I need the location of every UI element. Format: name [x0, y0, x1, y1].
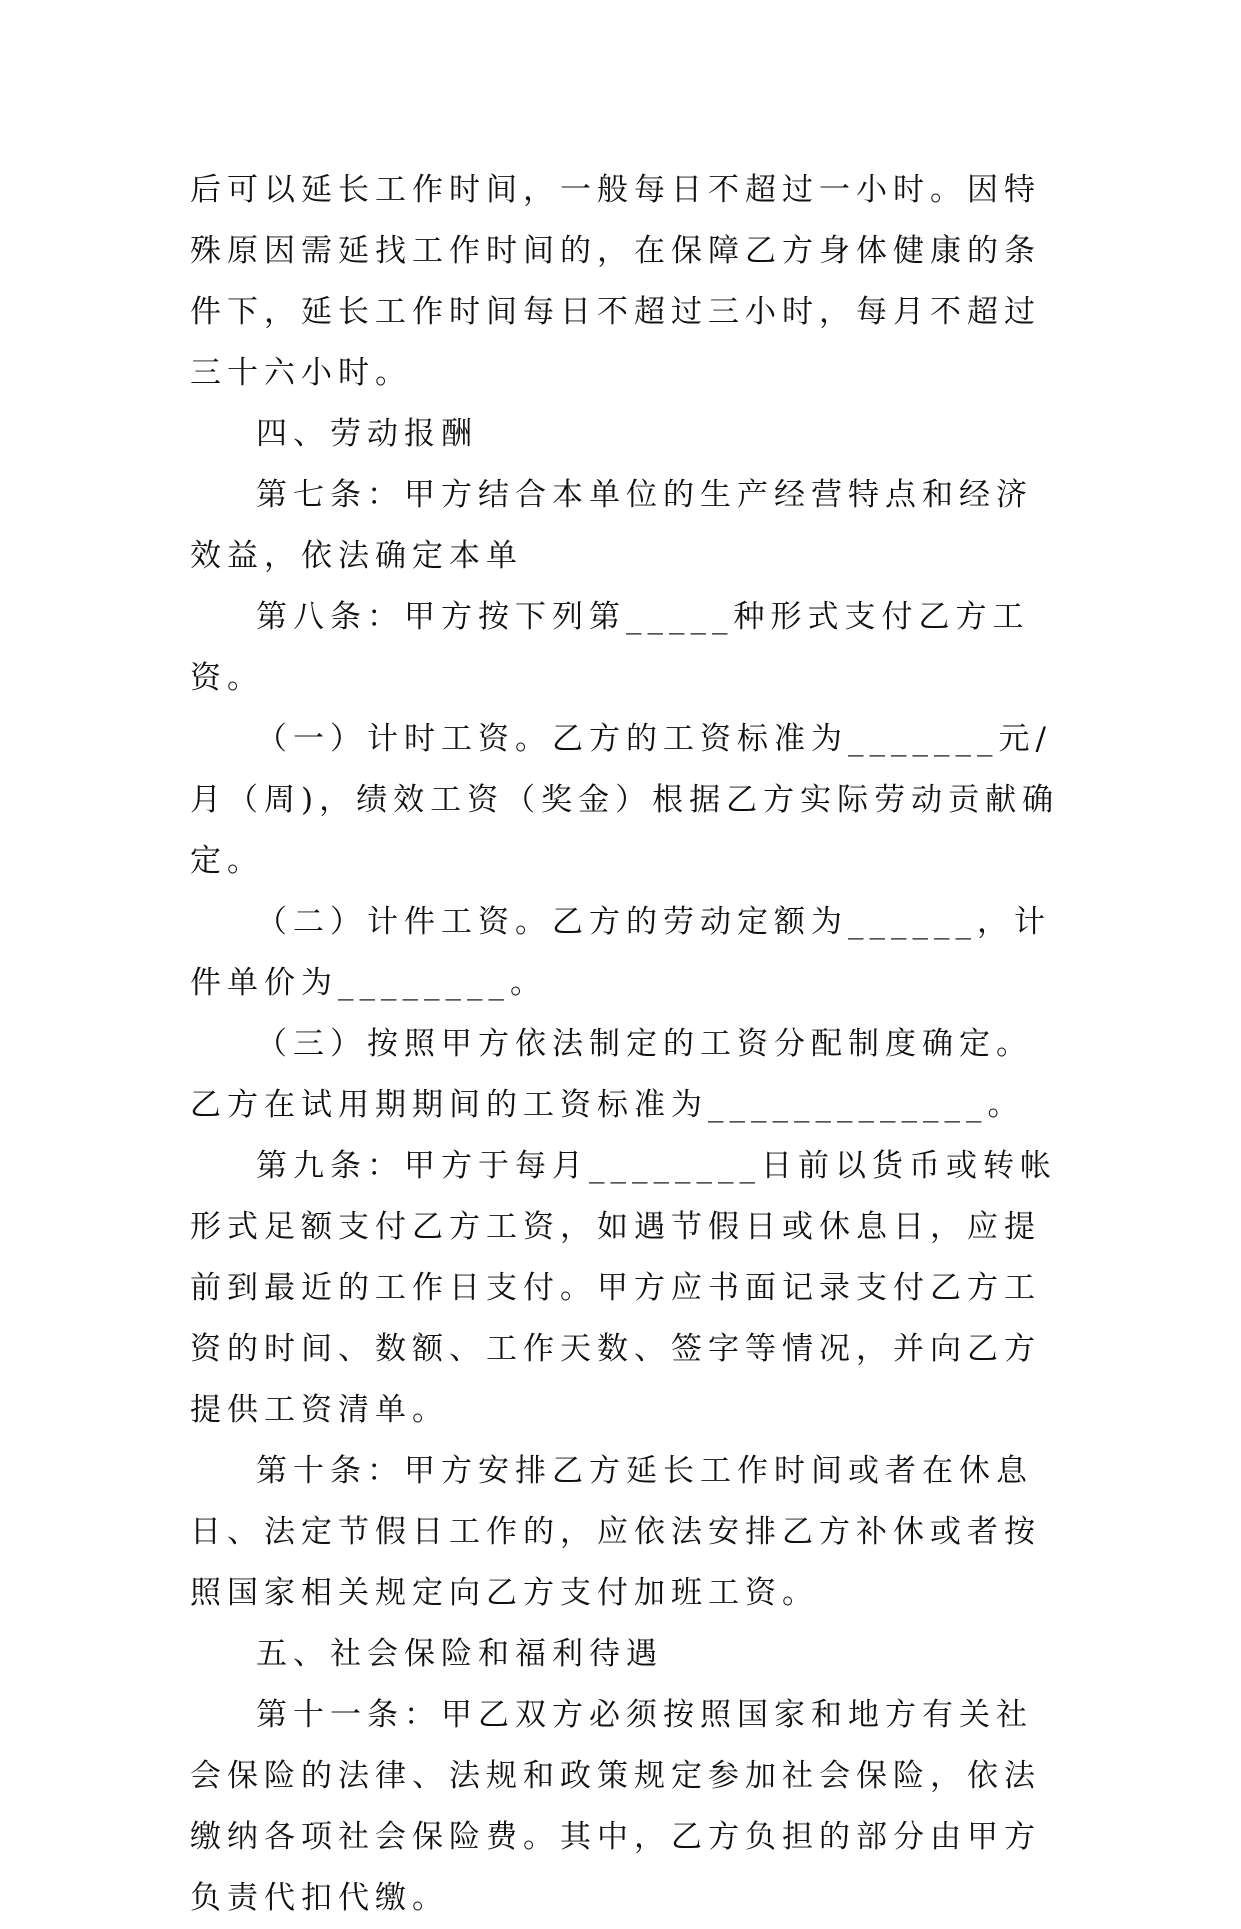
paragraph-article-8: 第八条：甲方按下列第_____种形式支付乙方工资。	[190, 599, 1030, 696]
paragraph-article-7: 第七条：甲方结合本单位的生产经营特点和经济效益，依法确定本单	[190, 477, 1033, 574]
section-heading-labor-remuneration: 四、劳动报酬	[256, 416, 478, 452]
paragraph-item-2: （二）计件工资。乙方的劳动定额为______，计件单价为________。	[190, 904, 1051, 1001]
paragraph-item-3: （三）按照甲方依法制定的工资分配制度确定。乙方在试用期期间的工资标准为_____________。	[190, 1026, 1033, 1123]
section-heading-social-insurance: 五、社会保险和福利待遇	[256, 1636, 663, 1672]
paragraph-article-10: 第十条：甲方安排乙方延长工作时间或者在休息日、法定节假日工作的，应依法安排乙方补休或者按照国家相关规定向乙方支付加班工资。	[190, 1453, 1041, 1611]
paragraph-continued: 后可以延长工作时间，一般每日不超过一小时。因特殊原因需延找工作时间的，在保障乙方身体健康的条件下，延长工作时间每日不超过三小时，每月不超过三十六小时。	[190, 172, 1041, 391]
paragraph-article-11: 第十一条：甲乙双方必须按照国家和地方有关社会保险的法律、法规和政策规定参加社会保险，依法缴纳各项社会保险费。其中，乙方负担的部分由甲方负责代扣代缴。	[190, 1697, 1041, 1916]
paragraph-article-9: 第九条：甲方于每月________日前以货币或转帐形式足额支付乙方工资，如遇节假日或休息日，应提前到最近的工作日支付。甲方应书面记录支付乙方工资的时间、数额、工作天数、签字等情况，并向乙方提供工资清单。	[190, 1148, 1057, 1428]
document-body	[190, 160, 1060, 1929]
paragraph-item-1: （一）计时工资。乙方的工资标准为_______元/月（周)，绩效工资（奖金）根据乙方实际劳动贡献确定。	[190, 721, 1060, 879]
